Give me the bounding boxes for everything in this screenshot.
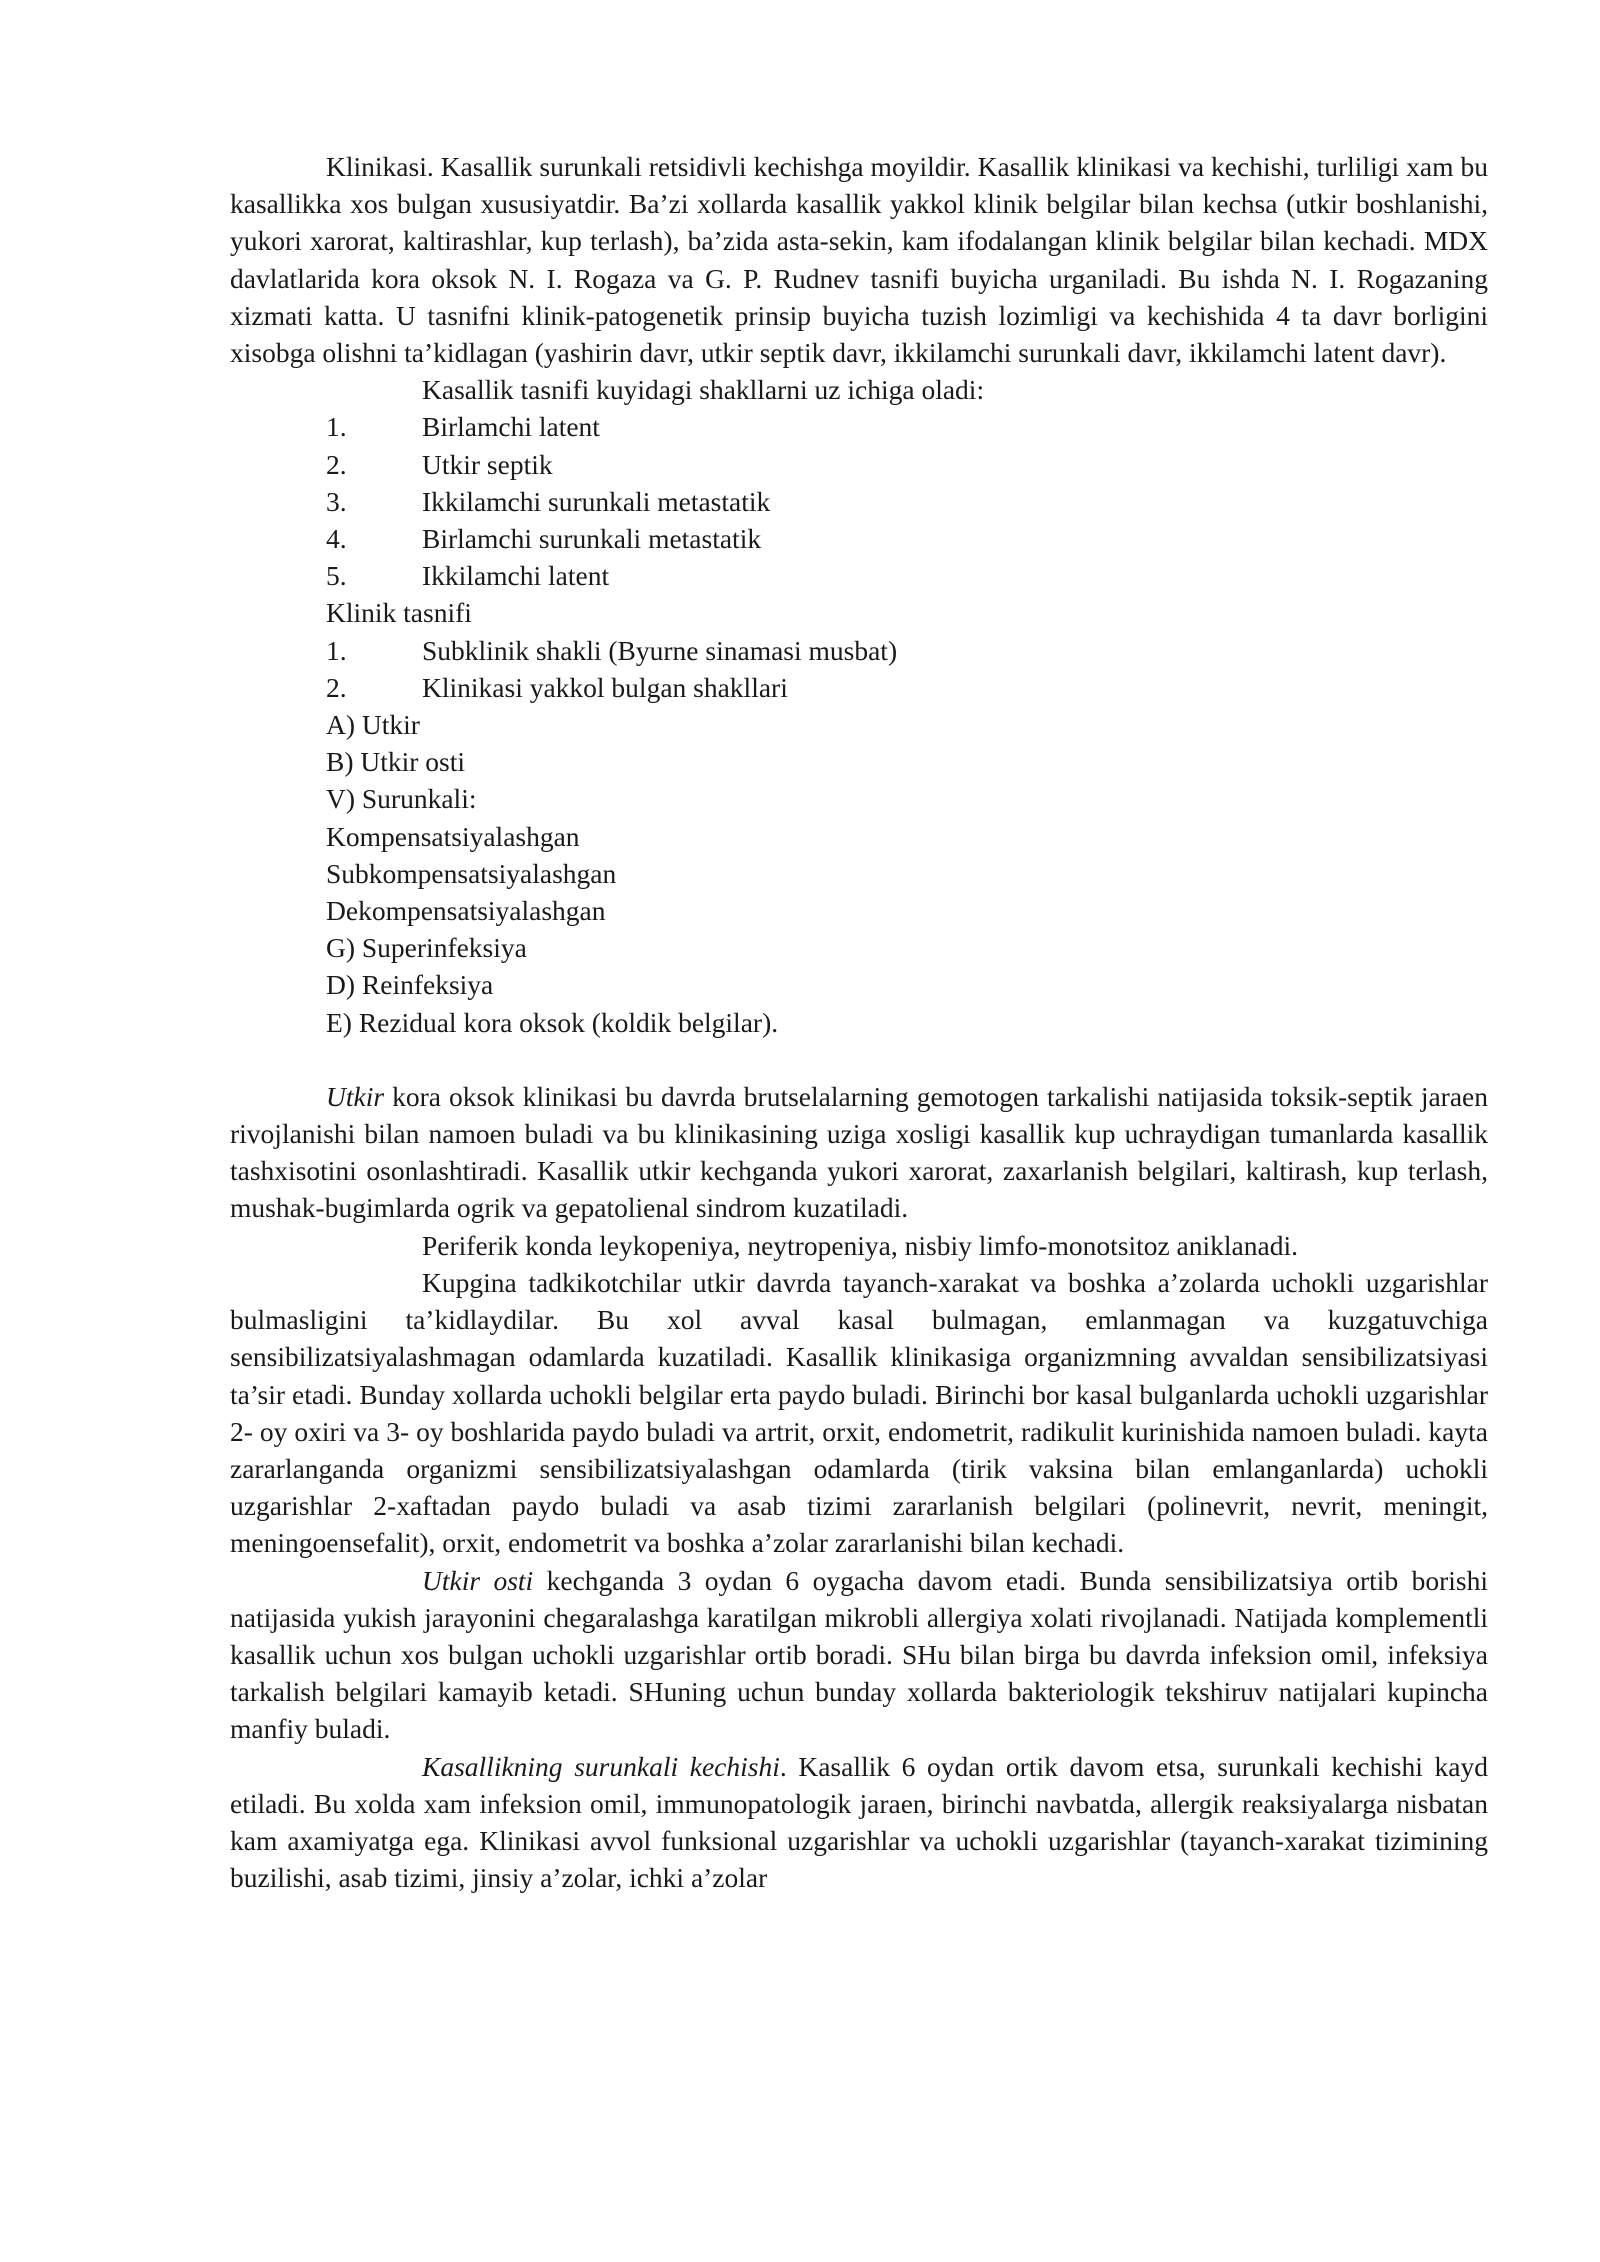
list-item: V) Surunkali: [326, 783, 477, 815]
spacer [230, 1041, 1488, 1078]
sub-forms-list [230, 706, 1488, 1041]
paragraph-acute: Utkir kora oksok klinikasi bu davrda brutselalarning gemotogen tarkalishi natijasida toksik-septik jaraen rivojlanishi bilan namoen buladi va bu klinikasining uziga xosligi kasallik kup uchraydigan tumanlarda kasallik tashxisotini osonlashtiradi. Kasallik utkir kechganda yukori xarorat, zaxarlanish belgilari, kaltirash, kup terlash, mushak-bugimlarda ogrik va gepatolienal sindrom kuzatiladi. [230, 1080, 1488, 1224]
list-item: Kompensatsiyalashgan [326, 820, 580, 852]
clinical-list [230, 632, 1488, 706]
list-item: 5. Ikkilamchi latent [326, 560, 610, 592]
list-item: 3. Ikkilamchi surunkali metastatik [326, 485, 771, 517]
list-item: Dekompensatsiyalashgan [326, 895, 606, 927]
classification-intro: Kasallik tasnifi kuyidagi shakllarni uz ichiga oladi: [422, 374, 985, 406]
list-item: 1. Birlamchi latent [326, 411, 600, 443]
list-item: 1. Subklinik shakli (Byurne sinamasi musbat) [326, 634, 898, 666]
acute-lead: Utkir [326, 1080, 385, 1112]
list-item: A) Utkir [326, 709, 420, 741]
paragraph-chronic: Kasallikning surunkali kechishi. Kasallik 6 oydan ortik davom etsa, surunkali kechishi kayd etiladi. Bu xolda xam infeksion omil, immunopatologik jaraen, birinchi navbatda, allergik reaksiyalarga nisbatan kam axamiyatga ega. Klinikasi avvol funksional uzgarishlar va uchokli uzgarishlar (tayanch-xarakat tizimining buzilishi, asab tizimi, jinsiy a’zolar, ichki a’zolar [230, 1750, 1488, 1894]
paragraph-subacute: Utkir osti kechganda 3 oydan 6 oygacha davom etadi. Bunda sensibilizatsiya ortib borishi natijasida yukish jarayonini chegaralashga karatilgan mikrobli allergiya xolati rivojlanadi. Natijada komplementli kasallik uchun xos bulgan uchokli uzgarishlar ortib boradi. SHu bilan birga bu davrda infeksion omil, infeksiya tarkalish belgilari kamayib ketadi. SHuning uchun bunday xollarda bakteriologik tekshiruv natijalari kupincha manfiy buladi. [230, 1564, 1488, 1745]
list-item: E) Rezidual kora oksok (koldik belgilar). [326, 1006, 779, 1038]
paragraph-peripheral-blood: Periferik konda leykopeniya, neytropeniya, nisbiy limfo-monotsitoz aniklanadi. [422, 1229, 1298, 1261]
list-item: Subkompensatsiyalashgan [326, 857, 617, 889]
clinical-heading: Klinik tasnifi [326, 597, 472, 629]
list-item: D) Reinfeksiya [326, 969, 494, 1001]
forms-list [230, 408, 1488, 594]
paragraph-researchers: Kupgina tadkikotchilar utkir davrda tayanch-xarakat va boshka a’zolarda uchokli uzgarishlar bulmasligini ta’kidlaydilar. Bu xol avval kasal bulmagan, emlanmagan va kuzgatuvchiga sensibilizatsiyalashmagan odamlarda kuzatiladi. Kasallik klinikasiga organizmning avvaldan sensibilizatsiyasi ta’sir etadi. Bunday xollarda uchokli belgilar erta paydo buladi. Birinchi bor kasal bulganlarda uchokli uzgarishlar 2- oy oxiri va 3- oy boshlarida paydo buladi va artrit, orxit, endometrit, radikulit kurinishida namoen buladi. kayta zararlanganda organizmi sensibilizatsiyalashgan odamlarda (tirik vaksina bilan emlanganlarda) uchokli uzgarishlar 2-xaftadan paydo buladi va asab tizimi zararlanish belgilari (polinevrit, nevrit, meningit, meningoensefalit), orxit, endometrit va boshka a’zolar zararlanishi bilan kechadi. [230, 1266, 1488, 1559]
paragraph-clinical-overview: Klinikasi. Kasallik surunkali retsidivli kechishga moyildir. Kasallik klinikasi va kechishi, turliligi xam bu kasallikka xos bulgan xususiyatdir. Ba’zi xollarda kasallik yakkol klinik belgilar bilan kechsa (utkir boshlanishi, yukori xarorat, kaltirashlar, kup terlash), ba’zida asta-sekin, kam ifodalangan klinik belgilar bilan kechadi. MDX davlatlarida kora oksok N. I. Rogaza va G. P. Rudnev tasnifi buyicha urganiladi. Bu ishda N. I. Rogazaning xizmati katta. U tasnifni klinik-patogenetik prinsip buyicha tuzish lozimligi va kechishida 4 ta davr borligini xisobga olishni ta’kidlagan (yashirin davr, utkir septik davr, ikkilamchi surunkali davr, ikkilamchi latent davr). [230, 151, 1488, 369]
list-item: 2. Klinikasi yakkol bulgan shakllari [326, 671, 788, 703]
list-item: B) Utkir osti [326, 746, 466, 778]
document-page [230, 148, 1488, 1896]
list-item: 4. Birlamchi surunkali metastatik [326, 523, 762, 555]
list-item: 2. Utkir septik [326, 448, 553, 480]
subacute-lead: Utkir osti [422, 1564, 534, 1596]
chronic-lead: Kasallikning surunkali kechishi [422, 1750, 780, 1782]
list-item: G) Superinfeksiya [326, 932, 527, 964]
